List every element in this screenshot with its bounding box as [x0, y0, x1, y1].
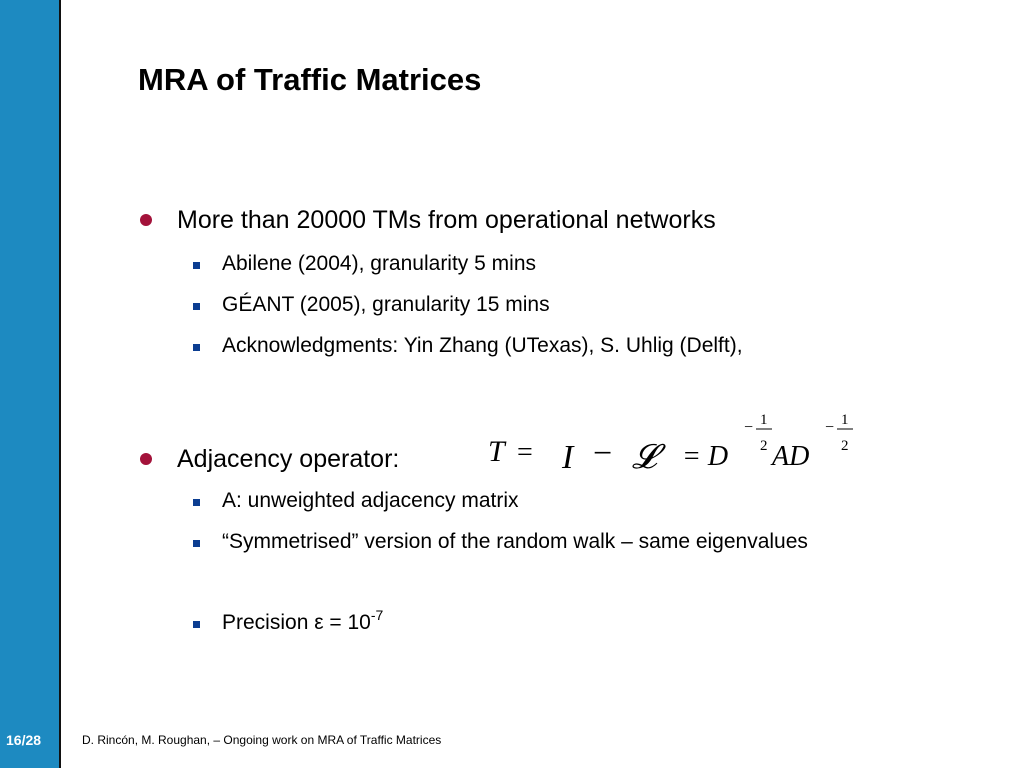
sub-bullet-text: “Symmetrised” version of the random walk – same eigenvalues: [222, 530, 808, 553]
square-bullet-icon: [193, 262, 200, 269]
formula-eq: =: [517, 437, 533, 468]
page-number: 16/28: [6, 732, 42, 748]
square-bullet-icon: [193, 621, 200, 628]
bullet-item: [177, 205, 716, 235]
sub-bullet-item: [222, 329, 882, 363]
exponent-minus: −: [744, 419, 754, 436]
precision-text: Precision ε = 10: [222, 611, 371, 634]
square-bullet-icon: [193, 303, 200, 310]
exponent-denominator: 2: [841, 438, 849, 454]
bullet-dot-icon: [140, 214, 152, 226]
square-bullet-icon: [193, 499, 200, 506]
sub-bullet-item: [222, 484, 882, 518]
sub-bullet-item: [222, 247, 882, 281]
exponent-numerator: 1: [841, 412, 849, 428]
sub-bullet-item: [222, 525, 882, 559]
bullet-text: More than 20000 TMs from operational networks: [177, 206, 716, 234]
slide-sidebar: [0, 0, 61, 768]
sub-bullet-item: [222, 288, 882, 322]
exponent-numerator: 1: [760, 412, 768, 428]
sub-bullet-text: Abilene (2004), granularity 5 mins: [222, 252, 536, 275]
precision-exponent: -7: [370, 607, 384, 623]
square-bullet-icon: [193, 540, 200, 547]
sub-bullet-text: Acknowledgments: Yin Zhang (UTexas), S. Uhlig (Delft),: [222, 334, 743, 357]
formula-AD: AD: [772, 441, 810, 472]
sub-bullet-text: GÉANT (2005), granularity 15 mins: [222, 293, 550, 316]
formula-minus: −: [593, 435, 613, 472]
adjacency-formula: [482, 404, 862, 474]
formula-T: T: [488, 435, 505, 468]
slide-footer: D. Rincón, M. Roughan, – Ongoing work on MRA of Traffic Matrices: [82, 733, 442, 747]
slide-title: MRA of Traffic Matrices: [138, 62, 482, 97]
formula-I: I: [562, 439, 574, 474]
bullet-item: [177, 444, 399, 474]
exponent-denominator: 2: [760, 438, 768, 454]
formula-L: 𝓛: [632, 439, 657, 474]
exponent-minus: −: [825, 419, 835, 436]
sub-bullet-item: [222, 606, 882, 640]
sub-bullet-text: A: unweighted adjacency matrix: [222, 489, 519, 512]
square-bullet-icon: [193, 344, 200, 351]
bullet-dot-icon: [140, 453, 152, 465]
bullet-text: Adjacency operator:: [177, 445, 400, 473]
formula-eq-D: = D: [682, 441, 729, 472]
